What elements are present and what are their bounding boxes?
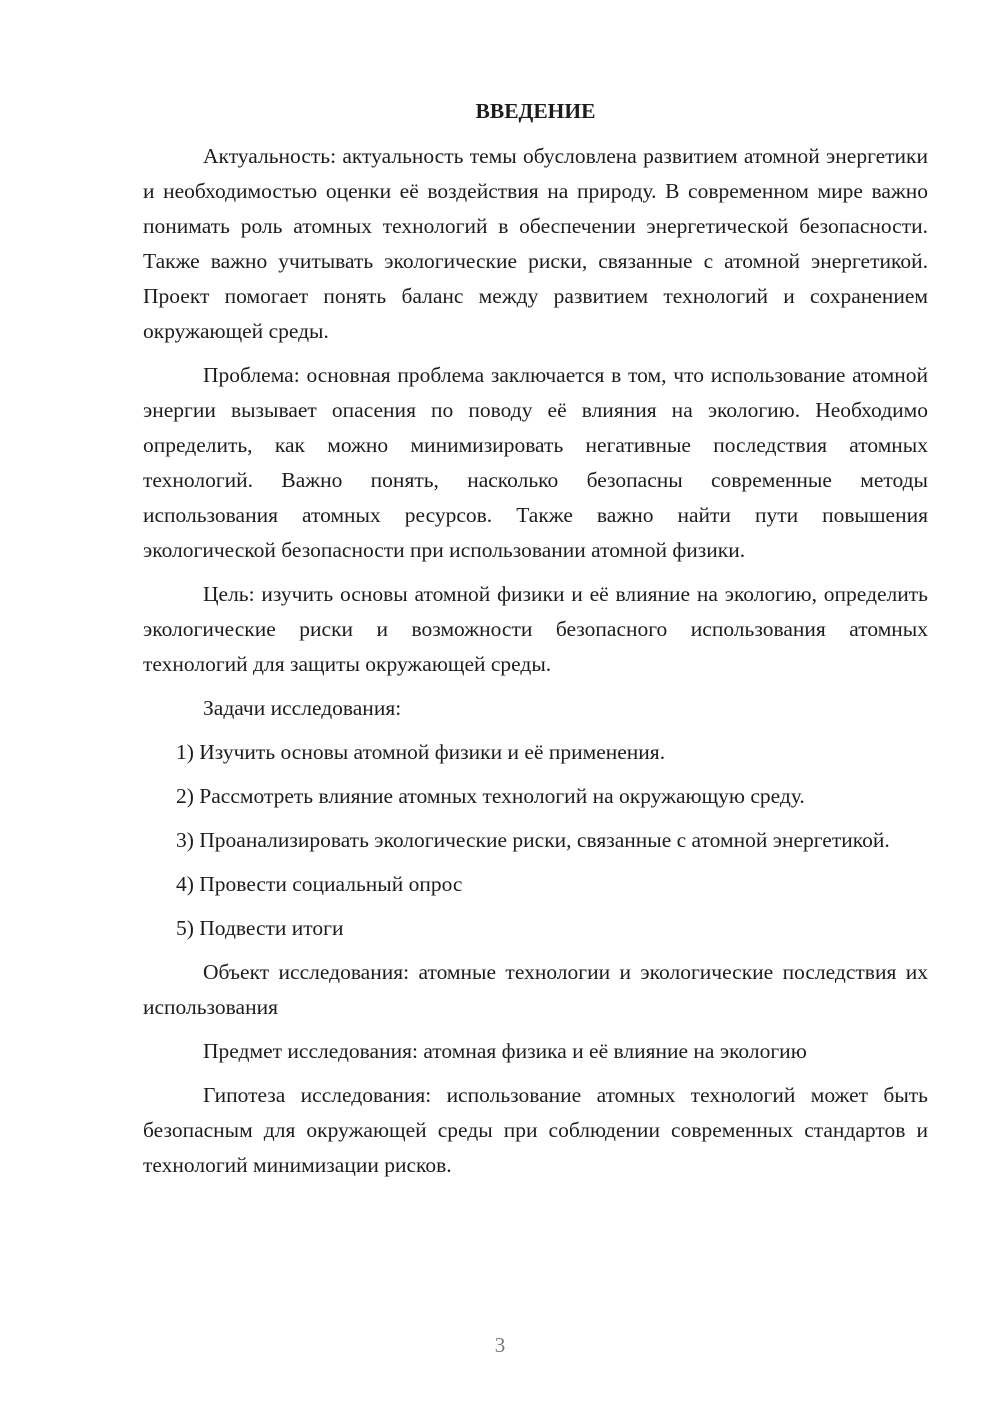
task-item: 1) Изучить основы атомной физики и её применения. <box>176 740 666 764</box>
task-item: 5) Подвести итоги <box>176 916 344 940</box>
tasks-title: Задачи исследования: <box>203 696 402 720</box>
task-item: 4) Провести социальный опрос <box>176 872 463 896</box>
hypothesis-paragraph: Гипотеза исследования: использование атомных технологий может быть безопасным для окружающей среды при соблюдении современных стандартов и технологий минимизации рисков. <box>143 1083 928 1177</box>
page-title: ВВЕДЕНИЕ <box>475 99 596 123</box>
subject-paragraph: Предмет исследования: атомная физика и её влияние на экологию <box>203 1039 807 1063</box>
object-paragraph: Объект исследования: атомные технологии и экологические последствия их использования <box>143 960 928 1019</box>
document-page <box>143 95 928 1183</box>
task-item: 2) Рассмотреть влияние атомных технологий на окружающую среду. <box>176 784 805 808</box>
task-item: 3) Проанализировать экологические риски, связанные с атомной энергетикой. <box>176 828 890 852</box>
problem-paragraph: Проблема: основная проблема заключается в том, что использование атомной энергии вызывает опасения по поводу её влияния на экологию. Необходимо определить, как можно минимизировать негативные последствия атомных технологий. Важно понять, насколько безопасны современные методы использования атомных ресурсов. Также важно найти пути повышения экологической безопасности при использовании атомной физики. <box>143 363 928 562</box>
page-number: 3 <box>494 1333 506 1357</box>
goal-paragraph: Цель: изучить основы атомной физики и её влияние на экологию, определить экологические риски и возможности безопасного использования атомных технологий для защиты окружающей среды. <box>143 582 928 676</box>
relevance-paragraph: Актуальность: актуальность темы обусловлена развитием атомной энергетики и необходимостью оценки её воздействия на природу. В современном мире важно понимать роль атомных технологий в обеспечении энергетической безопасности. Также важно учитывать экологические риски, связанные с атомной энергетикой. Проект помогает понять баланс между развитием технологий и сохранением окружающей среды. <box>143 144 928 343</box>
tasks-list <box>143 735 928 946</box>
